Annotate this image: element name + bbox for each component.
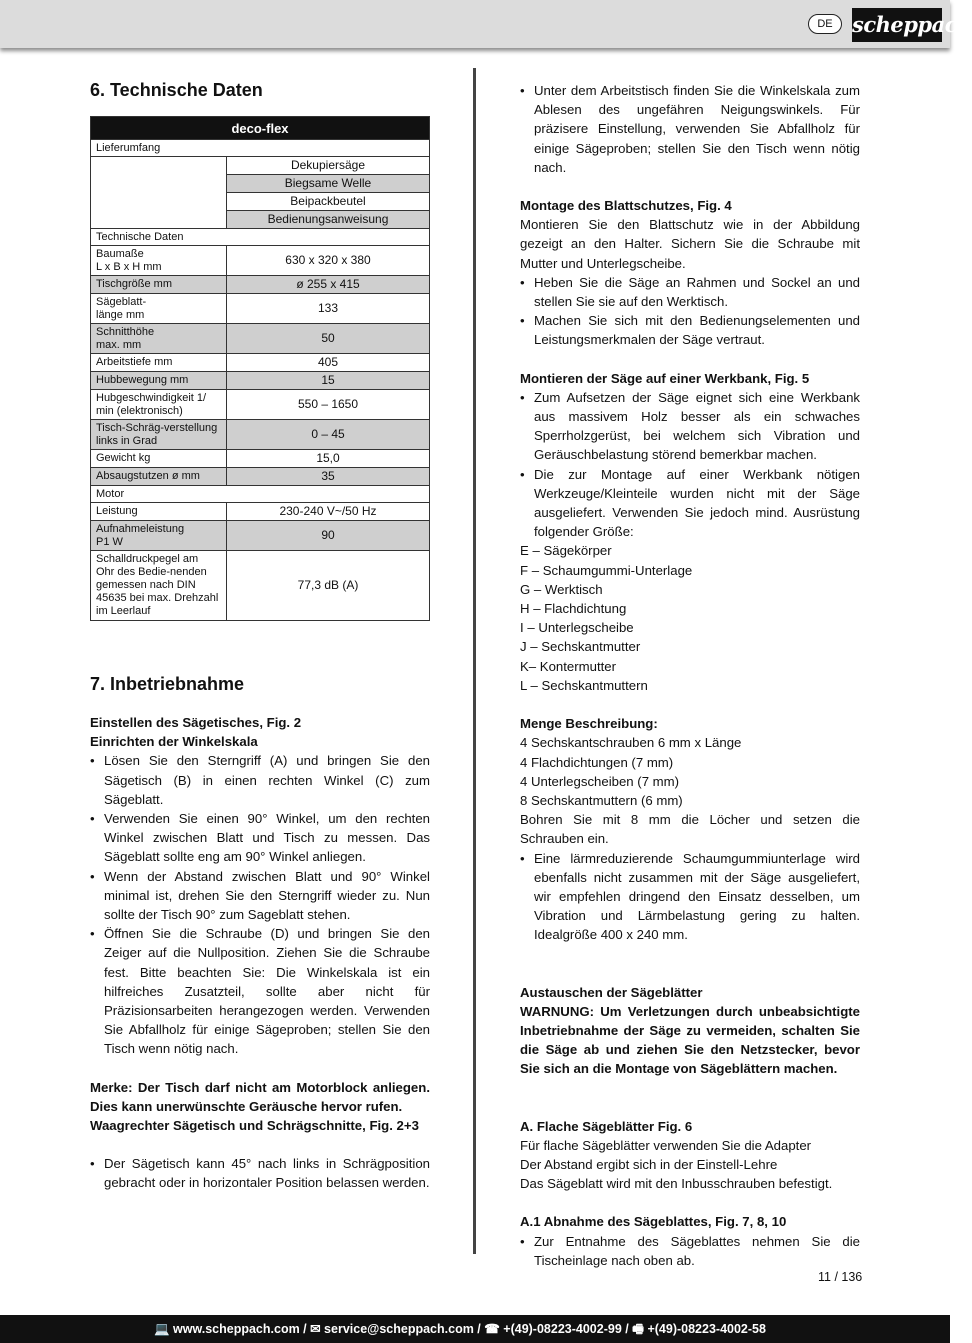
subheading: Austauschen der Sägeblätter bbox=[520, 984, 703, 1000]
paragraph: Bohren Sie mit 8 mm die Löcher und setzen die Schrauben ein. bbox=[520, 812, 860, 847]
quantity-list bbox=[520, 733, 860, 810]
list-line: F – Schaumgummi-Unterlage bbox=[520, 562, 693, 578]
list-item: • Heben Sie die Säge an Rahmen und Sockel an und stellen Sie sie auf den Werktisch. bbox=[520, 273, 860, 311]
row-value: 50 bbox=[227, 324, 430, 354]
table-row bbox=[91, 324, 430, 354]
table-model-header: deco-flex bbox=[91, 117, 430, 140]
subheading: Einstellen des Sägetisches, Fig. 2 bbox=[90, 715, 302, 730]
table-row bbox=[91, 276, 430, 294]
table-row bbox=[91, 354, 430, 372]
section-7-title: 7. Inbetriebnahme bbox=[90, 674, 245, 694]
row-label: Tisch-Schräg-verstellung links in Grad bbox=[91, 420, 227, 450]
row-label: Arbeitstiefe mm bbox=[91, 354, 227, 372]
tech-data-table bbox=[90, 116, 430, 621]
list-line: Der Abstand ergibt sich in der Einstell-Lehre bbox=[520, 1156, 778, 1172]
row-label: Baumaße L x B x H mm bbox=[91, 246, 227, 276]
list-line: G – Werktisch bbox=[520, 581, 603, 597]
list-line: E – Sägekörper bbox=[520, 543, 612, 559]
table-row bbox=[91, 468, 430, 486]
row-label: Hubbewegung mm bbox=[91, 372, 227, 390]
row-value: 133 bbox=[227, 294, 430, 324]
row-value: 90 bbox=[227, 521, 430, 551]
row-label: Absaugstutzen ø mm bbox=[91, 468, 227, 486]
list-line: H – Flachdichtung bbox=[520, 601, 627, 617]
bullet-list bbox=[90, 1154, 430, 1192]
column-divider bbox=[473, 68, 476, 1254]
warning-text: WARNUNG: Um Verletzungen durch unbeabsichtigte Inbetriebnahme der Säge zu vermeiden, schalten Sie die Säge ab und ziehen Sie den Netzstecker, bevor Sie sich an die Montage von Sägeblättern machen. bbox=[520, 1003, 860, 1077]
tech-rows bbox=[91, 246, 430, 486]
list-line: I – Unterlegscheibe bbox=[520, 620, 634, 636]
techdaten-label: Technische Daten bbox=[91, 229, 430, 246]
row-value: 15,0 bbox=[227, 450, 430, 468]
list-item: • Zum Aufsetzen der Säge eignet sich eine Werkbank aus massivem Holz besser als ein schwaches Sperrholzgerüst, bei welchem sich Vibration und Geräuschbelastung störend bemerkbar machen. bbox=[520, 388, 860, 465]
list-item: • Machen Sie sich mit den Bedienungselementen und Leistungsmerkmalen der Säge vertraut. bbox=[520, 311, 860, 349]
right-column bbox=[520, 81, 860, 1270]
list-line: L – Sechskantmuttern bbox=[520, 677, 648, 693]
table-row bbox=[91, 294, 430, 324]
lieferumfang-item: Dekupiersäge bbox=[227, 157, 430, 175]
list-line: 4 Unterlegscheiben (7 mm) bbox=[520, 773, 680, 789]
paragraph: Montieren Sie den Blattschutz wie in der Abbildung gezeigt an den Halter. Sichern Sie die Schraube mit Mutter und Unterlegscheibe. bbox=[520, 217, 860, 271]
lieferumfang-item: Beipackbeutel bbox=[227, 193, 430, 211]
row-label: Aufnahmeleistung P1 W bbox=[91, 521, 227, 551]
list-item: • Der Sägetisch kann 45° nach links in Schrägposition gebracht oder in horizontaler Position belassen werden. bbox=[90, 1154, 430, 1192]
list-item: • Verwenden Sie einen 90° Winkel, um den rechten Winkel zwischen Blatt und Tisch zu messen. Das Sägeblatt sollte eng am 90° Winkel anliegen. bbox=[90, 809, 430, 867]
row-label: Hubgeschwindigkeit 1/ min (elektronisch) bbox=[91, 390, 227, 420]
list-line: K– Kontermutter bbox=[520, 658, 617, 674]
table-row bbox=[91, 503, 430, 521]
bullet-list bbox=[520, 849, 860, 945]
row-label: Gewicht kg bbox=[91, 450, 227, 468]
list-item: • Unter dem Arbeitstisch finden Sie die Winkelskala zum Ablesen des ungefähren Neigungswinkels. Für präzisere Einstellung, verwenden Sie Abfallholz für einige Sägeproben; stellen Sie den Tisch wenn nötig nach. bbox=[520, 81, 860, 177]
bullet-list bbox=[520, 81, 860, 177]
list-line: J – Sechskantmutter bbox=[520, 639, 641, 655]
list-item: • Eine lärmreduzierende Schaumgummiunterlage wird ebenfalls nicht zusammen mit der Säge ausgeliefert, wir empfehlen dringend den Einsatz desselben, um Vibration und Lärmbelastung gering zu halten. Idealgröße 400 x 240 mm. bbox=[520, 849, 860, 945]
row-label: Schalldruckpegel am Ohr des Bedie-nenden gemessen nach DIN 45635 bei max. Drehzahl im Leerlauf bbox=[91, 551, 227, 621]
row-value: 405 bbox=[227, 354, 430, 372]
row-value: 230-240 V~/50 Hz bbox=[227, 503, 430, 521]
table-row bbox=[91, 420, 430, 450]
lieferumfang-item: Bedienungsanweisung bbox=[227, 211, 430, 229]
merke-note: Merke: Der Tisch darf nicht am Motorblock anliegen. Dies kann unerwünschte Geräusche hervor rufen. bbox=[90, 1079, 430, 1114]
list-line: Das Sägeblatt wird mit den Inbusschrauben befestigt. bbox=[520, 1176, 833, 1192]
lieferumfang-label: Lieferumfang bbox=[91, 140, 430, 157]
subheading: Montieren der Säge auf einer Werkbank, Fig. 5 bbox=[520, 370, 810, 386]
subheading: Einrichten der Winkelskala bbox=[90, 734, 258, 750]
page-header bbox=[0, 0, 972, 48]
list-item: • Zur Entnahme des Sägeblattes nehmen Sie die Tischeinlage nach oben ab. bbox=[520, 1232, 860, 1270]
row-label: Leistung bbox=[91, 503, 227, 521]
subheading: Waagrechter Sägetisch und Schrägschnitte, Fig. 2+3 bbox=[90, 1118, 419, 1134]
subheading: A.1 Abnahme des Sägeblattes, Fig. 7, 8, 10 bbox=[520, 1214, 787, 1230]
lieferumfang-item: Biegsame Welle bbox=[227, 175, 430, 193]
list-item: • Wenn der Abstand zwischen Blatt und 90° Winkel minimal ist, drehen Sie den Sterngriff wieder zu. Nun sollte der Tisch 90° zum Sageblatt stehen. bbox=[90, 867, 430, 925]
bullet-list bbox=[520, 388, 860, 542]
list-line: Für flache Sägeblätter verwenden Sie die Adapter bbox=[520, 1137, 812, 1153]
subheading: Montage des Blattschutzes, Fig. 4 bbox=[520, 198, 732, 214]
page-number: 11 / 136 bbox=[818, 1270, 863, 1284]
row-value: 77,3 dB (A) bbox=[227, 551, 430, 621]
list-line: 4 Flachdichtungen (7 mm) bbox=[520, 754, 674, 770]
row-value: 630 x 320 x 380 bbox=[227, 246, 430, 276]
row-value: ø 255 x 415 bbox=[227, 276, 430, 294]
row-value: 550 – 1650 bbox=[227, 390, 430, 420]
lieferumfang-blank-cell bbox=[91, 157, 227, 229]
row-label: Tischgröße mm bbox=[91, 276, 227, 294]
table-row bbox=[91, 372, 430, 390]
table-row bbox=[91, 521, 430, 551]
table-row bbox=[91, 551, 430, 621]
brand-logo: scheppach bbox=[852, 8, 942, 42]
row-label: Schnitthöhe max. mm bbox=[91, 324, 227, 354]
bullet-list bbox=[520, 1232, 860, 1270]
section-6-title: 6. Technische Daten bbox=[90, 80, 263, 100]
row-value: 35 bbox=[227, 468, 430, 486]
bullet-list bbox=[90, 751, 430, 1058]
row-value: 15 bbox=[227, 372, 430, 390]
flat-blade-lines bbox=[520, 1136, 860, 1194]
subheading: Menge Beschreibung: bbox=[520, 716, 658, 732]
section-7 bbox=[90, 672, 430, 1193]
table-row bbox=[91, 450, 430, 468]
row-value: 0 – 45 bbox=[227, 420, 430, 450]
row-label: Sägeblatt- länge mm bbox=[91, 294, 227, 324]
footer-contact: 💻 www.scheppach.com / ✉ service@scheppach.com / ☎ +(49)-08223-4002-99 / 🖷 +(49)-08223-4002-58 bbox=[154, 1322, 766, 1336]
list-line: 4 Sechskantschrauben 6 mm x Länge bbox=[520, 735, 742, 751]
language-badge: DE bbox=[808, 14, 842, 34]
page-footer bbox=[0, 1315, 950, 1343]
bullet-list bbox=[520, 273, 860, 350]
list-line: 8 Sechskantmuttern (6 mm) bbox=[520, 792, 683, 808]
parts-list bbox=[520, 541, 860, 695]
motor-label: Motor bbox=[91, 486, 430, 503]
list-item: • Öffnen Sie die Schraube (D) und bringen Sie den Zeiger auf die Nullposition. Ziehen Sie die Schraube fest. Bitte beachten Sie: Die Winkelskala ist ein hilfreiches Zusatzteil, sollte aber nicht für Präzisionsarbeiten herangezogen werden. Verwenden Sie Abfallholz für einige Sägeproben; stellen Sie den Tisch wenn nötig nach. bbox=[90, 924, 430, 1058]
motor-rows bbox=[91, 503, 430, 621]
list-item: • Die zur Montage auf einer Werkbank nötigen Werkzeuge/Kleinteile wurden nicht mit der Säge ausgeliefert. Verwenden Sie jedoch mind. Ausrüstung folgender Größe: bbox=[520, 465, 860, 542]
table-row bbox=[91, 390, 430, 420]
list-item: • Lösen Sie den Sterngriff (A) und bringen Sie den Sägetisch (B) in einen rechten Winkel (C) zum Sägeblatt. bbox=[90, 751, 430, 809]
subheading: A. Flache Sägeblätter Fig. 6 bbox=[520, 1118, 693, 1134]
table-row bbox=[91, 246, 430, 276]
